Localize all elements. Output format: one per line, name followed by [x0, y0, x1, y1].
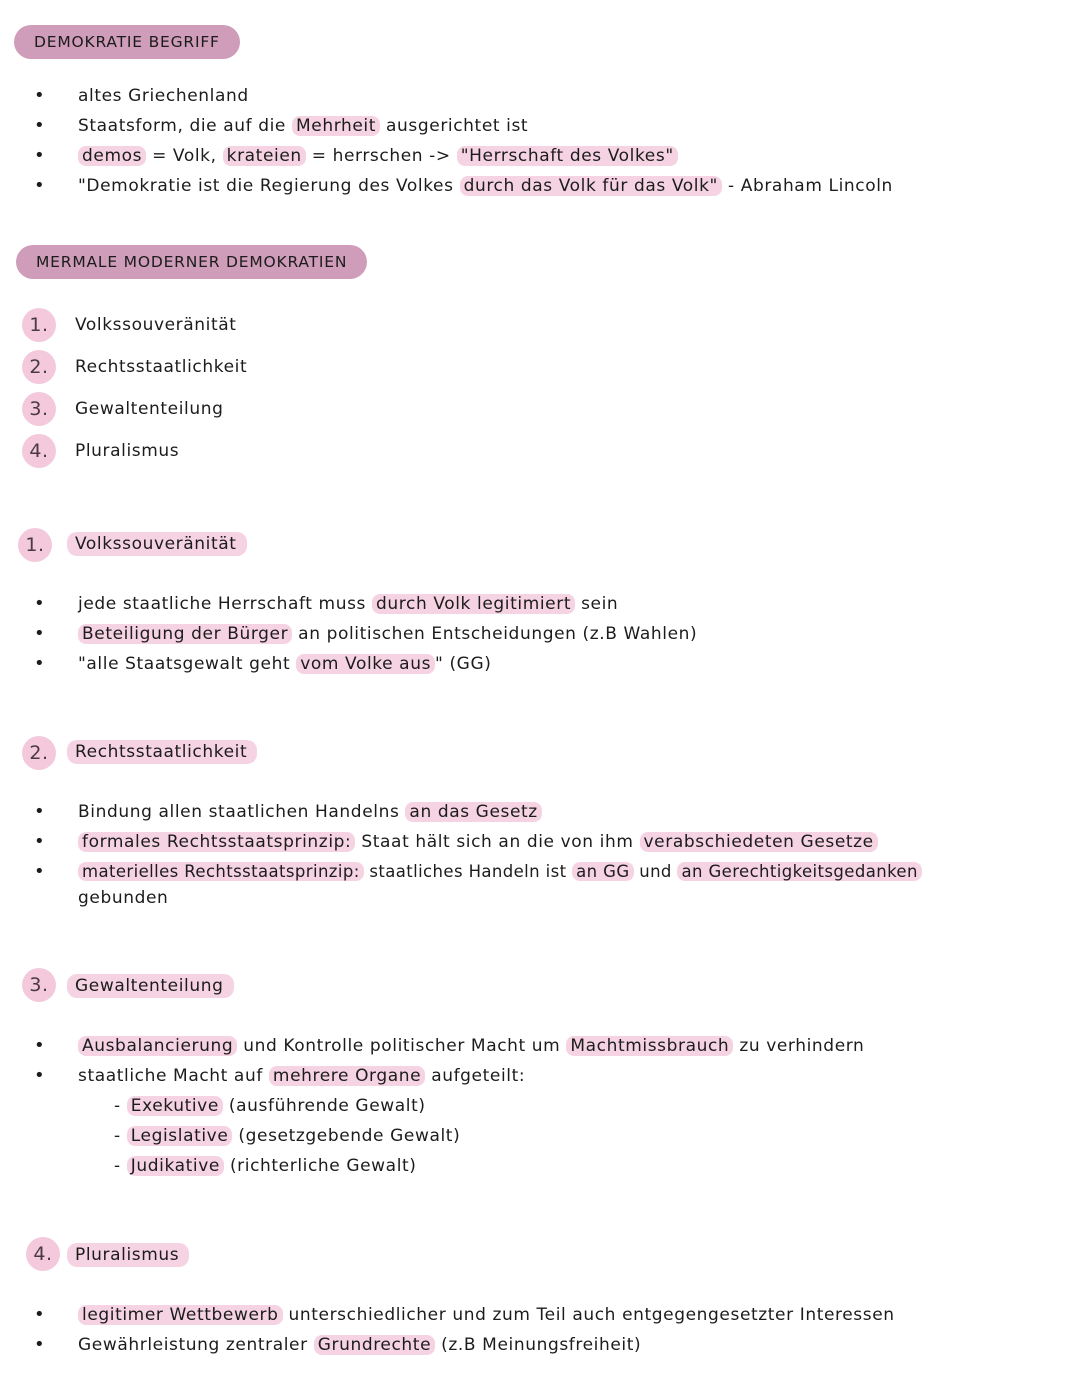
section-header-demokratie-begriff [14, 25, 240, 59]
bullet-item [78, 800, 542, 824]
highlight: Ausbalancierung [78, 1036, 237, 1056]
bullet-text: (z.B Meinungsfreiheit) [435, 1335, 642, 1355]
highlight: durch Volk legitimiert [372, 594, 575, 614]
sub-text: (ausführende Gewalt) [222, 1096, 426, 1116]
number-badge: 2. [22, 350, 56, 384]
list-item: Rechtsstaatlichkeit [75, 357, 248, 377]
highlight: mehrere Organe [269, 1066, 425, 1086]
number-badge: 4. [22, 434, 56, 468]
bullet-text: ausgerichtet ist [380, 116, 529, 136]
highlight: Mehrheit [292, 116, 380, 136]
bullet-text: " (GG) [435, 654, 492, 674]
bullet-item [78, 592, 618, 616]
bullet-text: Bindung allen staatlichen Handelns [78, 802, 406, 822]
dash: - [114, 1096, 127, 1116]
sub-item [114, 1154, 417, 1178]
section-title: Rechtsstaatlichkeit [67, 740, 257, 764]
highlight: krateien [223, 146, 306, 166]
highlight: Exekutive [127, 1096, 223, 1116]
number-badge: 4. [26, 1237, 60, 1271]
bullet-text: altes Griechenland [78, 86, 249, 106]
highlight: Legislative [127, 1126, 233, 1146]
highlight: Judikative [127, 1156, 224, 1176]
bullet-item [78, 1333, 641, 1357]
dash: - [114, 1126, 127, 1146]
sub-text: (richterliche Gewalt) [223, 1156, 417, 1176]
bullet-item [78, 1064, 525, 1088]
highlight: durch das Volk für das Volk" [460, 176, 722, 196]
list-item: Gewaltenteilung [75, 399, 224, 419]
highlight: verabschiedeten Gesetze [640, 832, 878, 852]
sub-item [114, 1124, 460, 1148]
bullet-text: Staat hält sich an die von ihm [355, 832, 640, 852]
bullet-text: - Abraham Lincoln [721, 176, 893, 196]
list-item: Pluralismus [75, 441, 180, 461]
bullet-item [78, 1303, 895, 1327]
section-header-title: DEMOKRATIE BEGRIFF [34, 33, 220, 51]
section-header-merkmale [16, 245, 367, 279]
highlight: an GG [572, 862, 633, 881]
bullet-item [78, 174, 893, 198]
highlight: "Herrschaft des Volkes" [457, 146, 678, 166]
number-badge: 1. [18, 528, 52, 562]
highlight: an das Gesetz [405, 802, 541, 822]
highlight: Beteiligung der Bürger [78, 624, 292, 644]
bullet-text: zu verhindern [733, 1036, 865, 1056]
bullet-text: und Kontrolle politischer Macht um [237, 1036, 567, 1056]
highlight: formales Rechtsstaatsprinzip: [78, 832, 355, 852]
bullet-text: sein [575, 594, 619, 614]
highlight: an Gerechtigkeitsgedanken [677, 862, 921, 881]
dash: - [114, 1156, 127, 1176]
bullet-item [78, 830, 878, 854]
sub-item [114, 1094, 426, 1118]
highlight: legitimer Wettbewerb [78, 1305, 283, 1325]
bullet-item [78, 114, 528, 138]
bullet-text: staatliches Handeln ist [363, 862, 573, 881]
section-title: Gewaltenteilung [67, 974, 234, 998]
bullet-text: Gewährleistung zentraler [78, 1335, 314, 1355]
bullet-text: "alle Staatsgewalt geht [78, 654, 297, 674]
bullet-text: und [633, 862, 678, 881]
bullet-text: aufgeteilt: [425, 1066, 526, 1086]
bullet-item [78, 144, 678, 168]
bullet-text: an politischen Entscheidungen (z.B Wahlen) [292, 624, 698, 644]
bullet-text: staatliche Macht auf [78, 1066, 269, 1086]
bullet-item [78, 622, 697, 646]
bullet-text: unterschiedlicher und zum Teil auch entgegengesetzter Interessen [282, 1305, 895, 1325]
bullet-text: = herrschen -> [305, 146, 457, 166]
bullet-text: Staatsform, die auf die [78, 116, 292, 136]
number-badge: 3. [22, 392, 56, 426]
bullet-item [78, 1034, 864, 1058]
sub-text: (gesetzgebende Gewalt) [232, 1126, 461, 1146]
highlight: Grundrechte [314, 1335, 435, 1355]
highlight: vom Volke aus [296, 654, 435, 674]
section-title: Volkssouveränität [67, 532, 247, 556]
bullet-text: "Demokratie ist die Regierung des Volkes [78, 176, 460, 196]
section-title: Pluralismus [67, 1243, 189, 1267]
highlight: demos [78, 146, 146, 166]
bullet-continuation: gebunden [78, 888, 169, 908]
highlight: Machtmissbrauch [566, 1036, 733, 1056]
number-badge: 1. [22, 308, 56, 342]
list-item: Volkssouveränität [75, 315, 237, 335]
highlight: materielles Rechtsstaatsprinzip: [78, 862, 364, 881]
bullet-text: jede staatliche Herrschaft muss [78, 594, 373, 614]
number-badge: 3. [22, 968, 56, 1002]
bullet-item [78, 860, 922, 884]
bullet-text: = Volk, [146, 146, 223, 166]
section-header-title: MERMALE MODERNER DEMOKRATIEN [36, 253, 348, 271]
bullet-item [78, 652, 491, 676]
bullet-item [78, 84, 249, 108]
number-badge: 2. [22, 736, 56, 770]
